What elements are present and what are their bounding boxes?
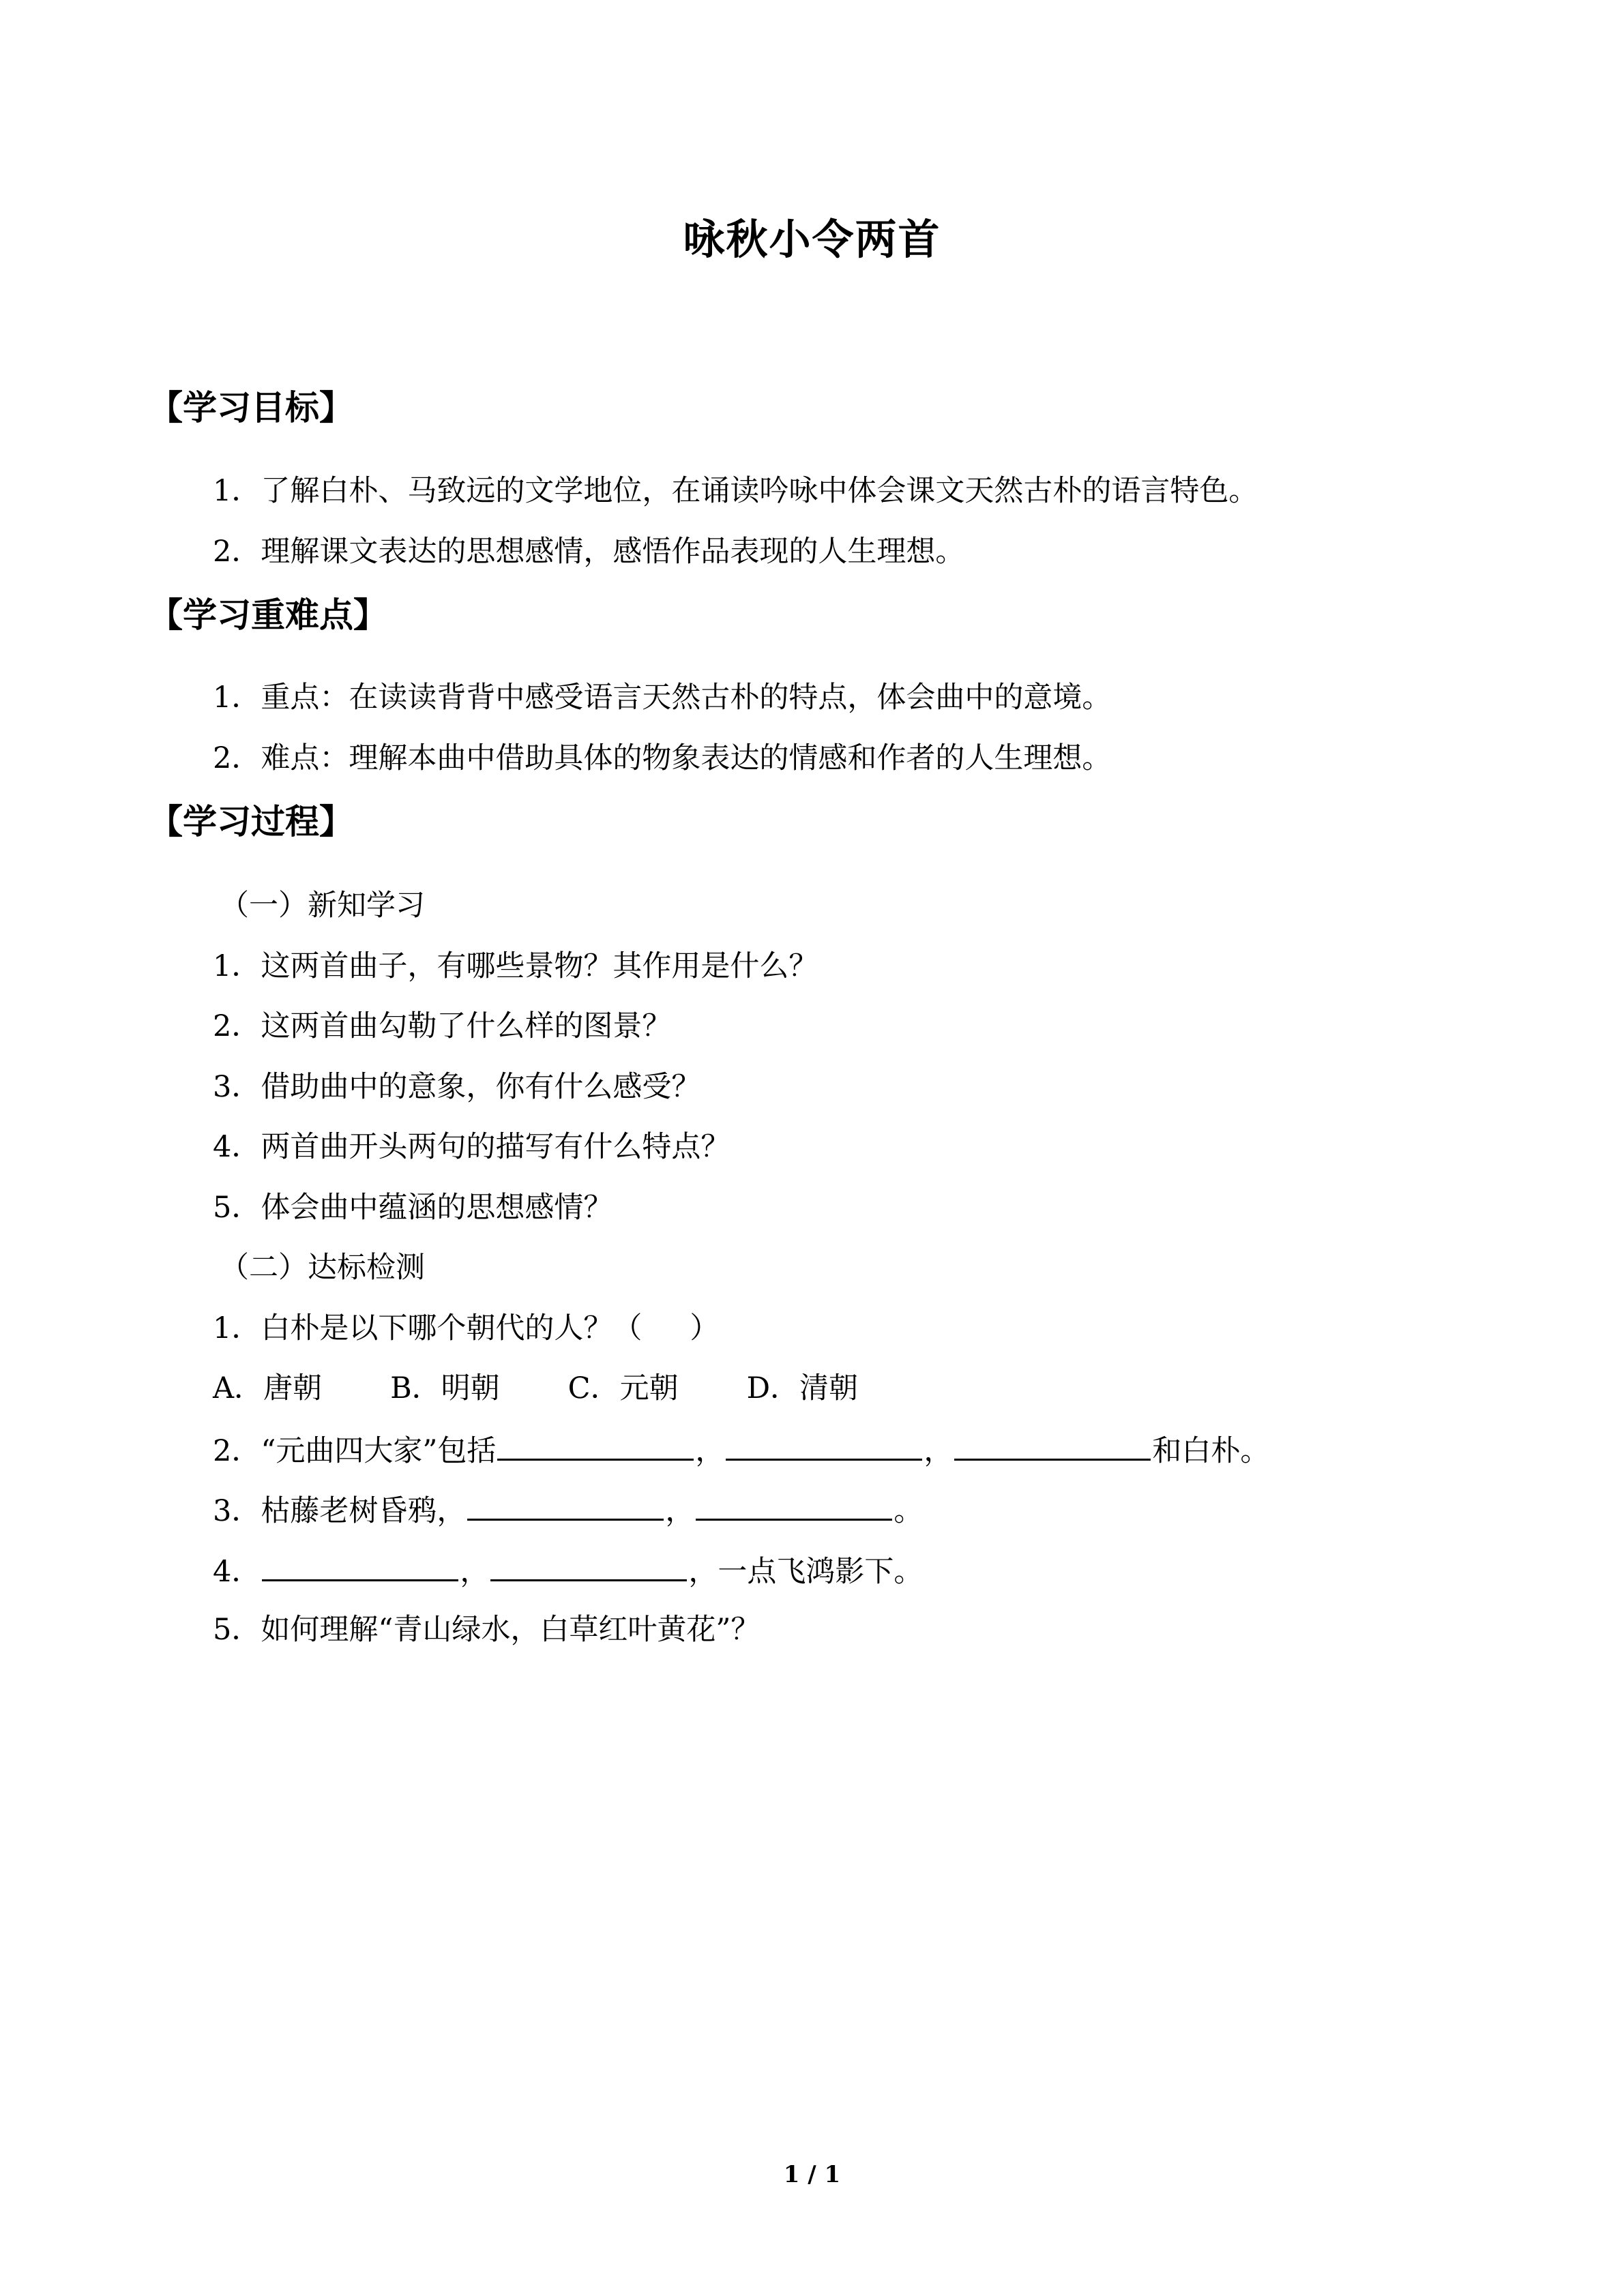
test-question-2-prefix: 2．“元曲四大家”包括 <box>213 1434 497 1468</box>
test-question-4 <box>213 1549 923 1592</box>
part1-question-1: 1．这两首曲子，有哪些景物？其作用是什么？ <box>213 949 818 983</box>
test-question-1 <box>213 1308 719 1349</box>
fill-blank[interactable] <box>262 1549 458 1581</box>
test-question-2 <box>213 1429 1269 1472</box>
option-c: C．元朝 <box>567 1371 679 1405</box>
key-point-item-1: 1．重点：在读读背背中感受语言天然古朴的特点，体会曲中的意境。 <box>213 681 1112 715</box>
fill-blank[interactable] <box>467 1489 664 1521</box>
section-heading-process: 【学习过程】 <box>149 802 353 841</box>
key-point-item-2: 2．难点：理解本曲中借助具体的物象表达的情感和作者的人生理想。 <box>213 741 1112 775</box>
part1-question-2: 2．这两首曲勾勒了什么样的图景？ <box>213 1009 672 1043</box>
test-question-4-suffix: ，一点飞鸿影下。 <box>688 1555 924 1589</box>
fill-blank[interactable] <box>696 1489 892 1521</box>
part1-question-3: 3．借助曲中的意象，你有什么感受？ <box>213 1070 701 1104</box>
fill-blank[interactable] <box>490 1549 687 1581</box>
fill-blank[interactable] <box>954 1429 1151 1461</box>
goal-item-1: 1．了解白朴、马致远的文学地位，在诵读吟咏中体会课文天然古朴的语言特色。 <box>213 474 1258 508</box>
separator: ， <box>695 1434 725 1468</box>
option-b: B．明朝 <box>390 1371 500 1405</box>
goal-item-2: 2．理解课文表达的思想感情，感悟作品表现的人生理想。 <box>213 535 965 569</box>
separator: ， <box>460 1555 490 1589</box>
part1-question-4: 4．两首曲开头两句的描写有什么特点？ <box>213 1130 730 1164</box>
test-question-4-prefix: 4． <box>213 1555 261 1589</box>
test-question-3-suffix: 。 <box>894 1494 924 1528</box>
option-a: A．唐朝 <box>213 1371 323 1405</box>
part1-label: （一）新知学习 <box>220 889 425 923</box>
test-question-3-prefix: 3．枯藤老树昏鸦， <box>213 1494 467 1528</box>
section-heading-goals: 【学习目标】 <box>149 388 353 428</box>
test-question-1-close: ） <box>690 1311 720 1345</box>
test-question-1-options <box>213 1368 858 1409</box>
part1-question-5: 5．体会曲中蕴涵的思想感情？ <box>213 1191 613 1225</box>
option-d: D．清朝 <box>746 1371 859 1405</box>
separator: ， <box>924 1434 954 1468</box>
test-question-1-text: 1．白朴是以下哪个朝代的人？（ <box>213 1311 643 1345</box>
test-question-3 <box>213 1489 923 1532</box>
test-question-2-suffix: 和白朴。 <box>1152 1434 1270 1468</box>
part2-label: （二）达标检测 <box>220 1251 425 1285</box>
separator: ， <box>665 1494 695 1528</box>
page-title: 咏秋小令两首 <box>683 215 941 264</box>
fill-blank[interactable] <box>726 1429 922 1461</box>
fill-blank[interactable] <box>497 1429 694 1461</box>
section-heading-key-points: 【学习重难点】 <box>149 595 387 635</box>
page-number: 1 / 1 <box>783 2161 841 2188</box>
test-question-5: 5．如何理解“青山绿水，白草红叶黄花”？ <box>213 1613 761 1647</box>
